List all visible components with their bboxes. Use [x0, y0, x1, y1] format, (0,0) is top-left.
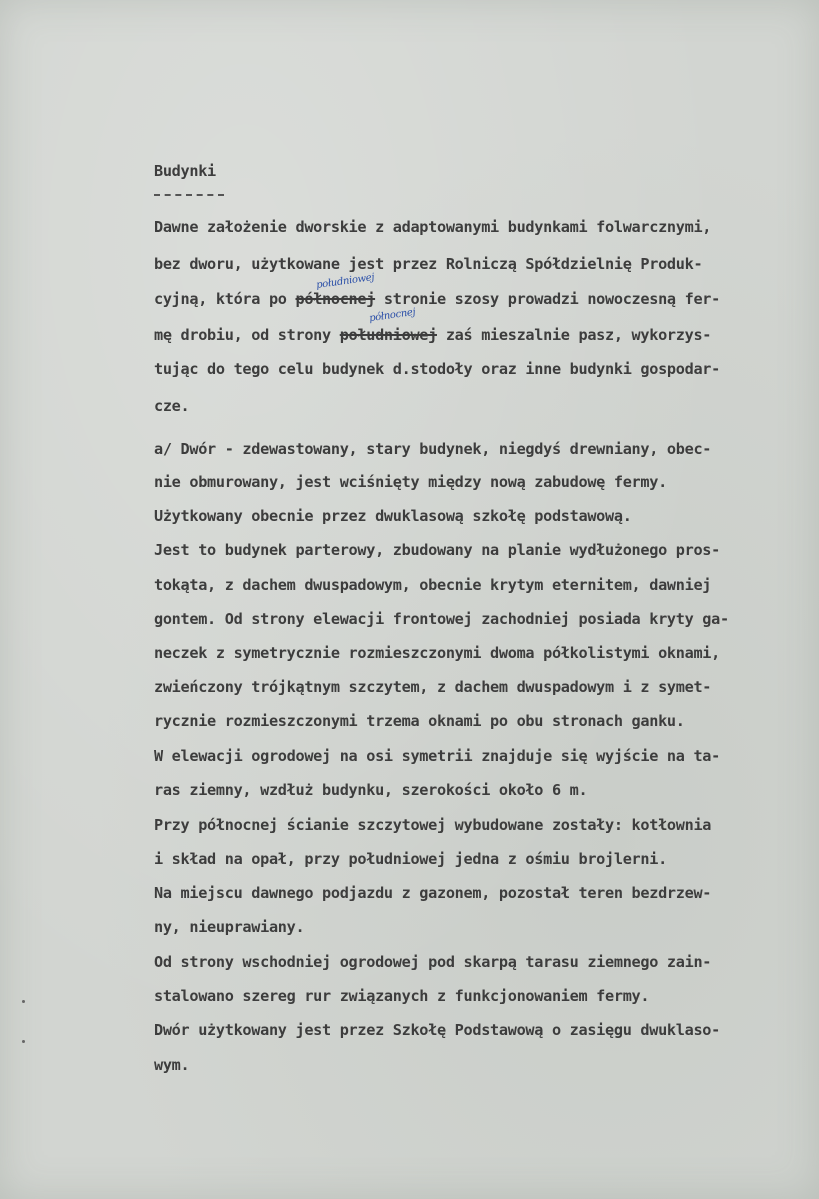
text-line: Użytkowany obecnie przez dwuklasową szkołę podstawową. — [154, 507, 632, 525]
text-line: i skład na opał, przy południowej jedna z ośmiu brojlerni. — [154, 850, 667, 868]
text-line: bez dworu, użytkowane jest przez Rolniczą Spółdzielnię Produk- — [154, 255, 703, 273]
handwritten-correction: południowej — [315, 271, 375, 292]
text-line: Dawne założenie dworskie z adaptowanymi budynkami folwarcznymi, — [154, 218, 712, 236]
text-line: tokąta, z dachem dwuspadowym, obecnie krytym eternitem, dawniej — [154, 576, 712, 594]
text-line: Przy północnej ścianie szczytowej wybudowane zostały: kotłownia — [154, 816, 712, 834]
paper-speck — [22, 1000, 25, 1003]
text-line: stalowano szereg rur związanych z funkcjonowaniem fermy. — [154, 987, 650, 1005]
text-line: wym. — [154, 1056, 190, 1074]
text-line: mę drobiu, od strony południowej zaś mieszalnie pasz, wykorzys- — [154, 326, 712, 344]
text-line: rycznie rozmieszczonymi trzema oknami po obu stronach ganku. — [154, 712, 685, 730]
text-line: Na miejscu dawnego podjazdu z gazonem, pozostał teren bezdrzew- — [154, 884, 712, 902]
text-line: cyjną, która po północnej stronie szosy prowadzi nowoczesną fer- — [154, 290, 720, 308]
struck-word: północnej — [295, 290, 376, 308]
text-line: W elewacji ogrodowej na osi symetrii znajduje się wyjście na ta- — [154, 747, 720, 765]
text-line: Dwór użytkowany jest przez Szkołę Podstawową o zasięgu dwuklaso- — [154, 1021, 720, 1039]
text-line: cze. — [154, 397, 190, 415]
text-line: ras ziemny, wzdłuż budynku, szerokości około 6 m. — [154, 781, 588, 799]
section-heading: Budynki — [154, 162, 216, 180]
text-line: a/ Dwór - zdewastowany, stary budynek, niegdyś drewniany, obec- — [154, 440, 712, 458]
text-line: Jest to budynek parterowy, zbudowany na planie wydłużonego pros- — [154, 541, 720, 559]
struck-word: południowej — [339, 326, 437, 344]
text-line: nie obmurowany, jest wciśnięty między nową zabudowę fermy. — [154, 473, 667, 491]
text-line: neczek z symetrycznie rozmieszczonymi dwoma półkolistymi oknami, — [154, 644, 720, 662]
text-line: gontem. Od strony elewacji frontowej zachodniej posiada kryty ga- — [154, 610, 729, 628]
text-line: tując do tego celu budynek d.stodoły oraz inne budynki gospodar- — [154, 360, 720, 378]
text-line: Od strony wschodniej ogrodowej pod skarpą tarasu ziemnego zain- — [154, 953, 712, 971]
text-line: ny, nieuprawiany. — [154, 918, 305, 936]
text-line: zwieńczony trójkątnym szczytem, z dachem dwuspadowym i z symet- — [154, 678, 712, 696]
paper-speck — [22, 1040, 25, 1043]
heading-underline — [154, 194, 224, 196]
handwritten-correction: północnej — [368, 306, 417, 325]
